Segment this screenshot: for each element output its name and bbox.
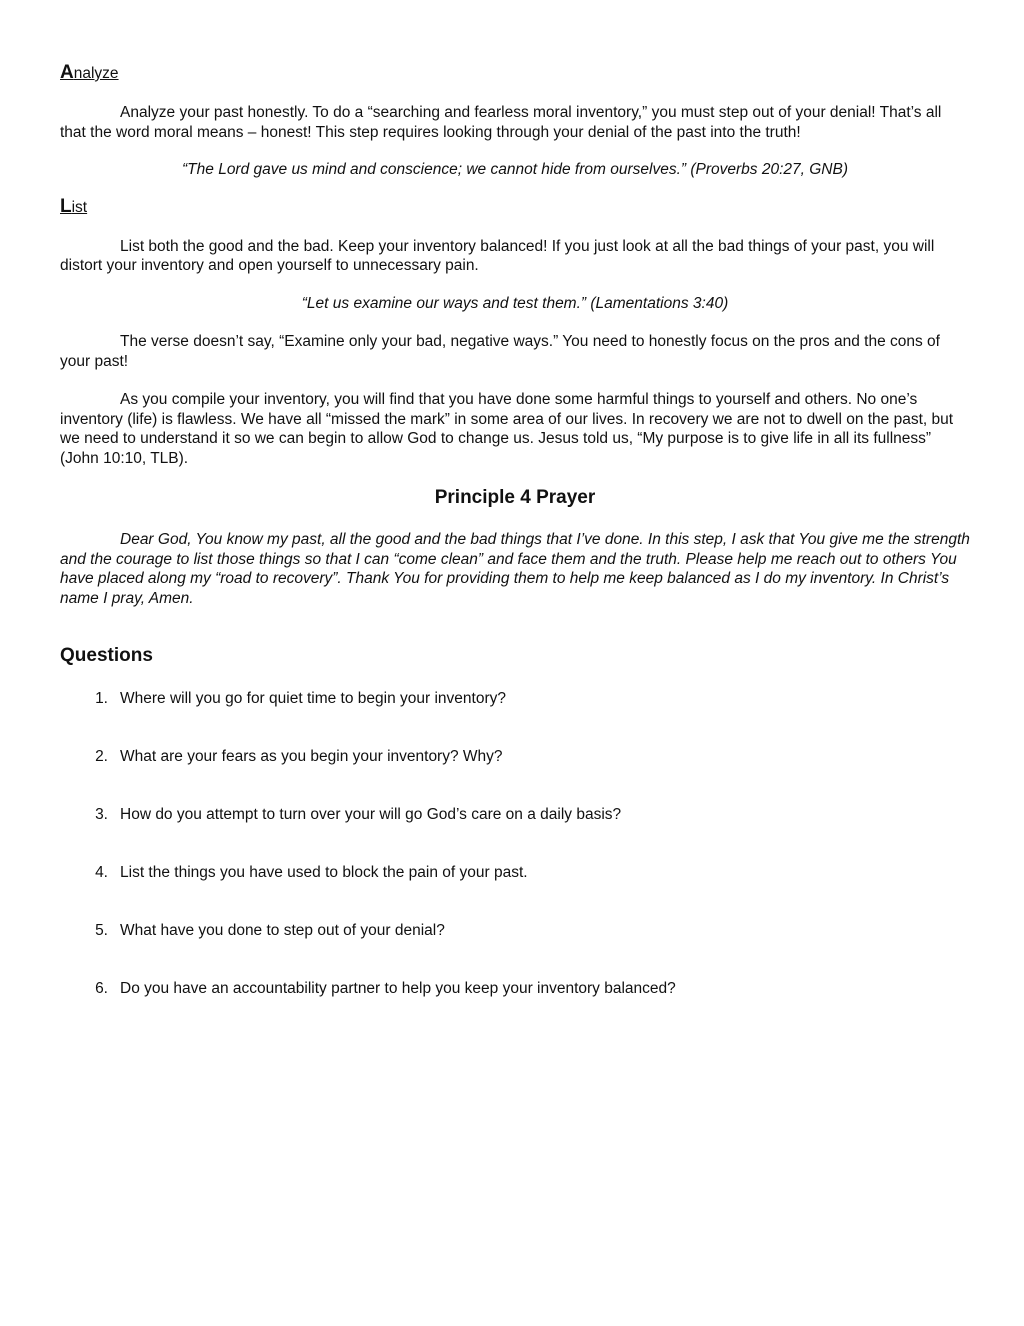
question-number: 2. [95, 748, 108, 765]
analyze-heading [60, 61, 970, 85]
list-item [60, 747, 970, 805]
list-heading-rest: ist [71, 198, 88, 216]
prayer-body: Dear God, You know my past, all the good and the bad things that I’ve done. In this step, I ask that You give me the strength and the courage to list those things so that I can “come clean” and face them and the truth. Please help me reach out to others You have placed along my “road to recovery”. Thank You for providing them to help me keep balanced as I do my inventory. In Christ’s name I pray, Amen. [60, 531, 970, 607]
questions-title: Questions [60, 645, 153, 666]
prayer-title: Principle 4 Prayer [434, 487, 596, 508]
question-text: Do you have an accountability partner to help you keep your inventory balanced? [120, 980, 676, 997]
question-number: 5. [95, 922, 108, 939]
question-number: 3. [95, 806, 108, 823]
analyze-heading-rest: nalyze [73, 65, 119, 82]
list-verse: “Let us examine our ways and test them.” (Lamentations 3:40) [301, 294, 729, 312]
question-number: 6. [95, 980, 108, 997]
list-item [60, 689, 970, 747]
list-heading-cap: L [60, 195, 72, 217]
questions-list [60, 689, 970, 1037]
analyze-paragraph: Analyze your past honestly. To do a “searching and fearless moral inventory,” you must step out of your denial! That’s all that the word moral means – honest! This step requires looking through your denial of the past into the truth! [60, 104, 942, 141]
question-number: 4. [95, 864, 108, 881]
list-paragraph-2: The verse doesn’t say, “Examine only your bad, negative ways.” You need to honestly focus on the pros and the cons of your past! [60, 333, 940, 370]
question-text: List the things you have used to block the pain of your past. [120, 864, 528, 881]
list-item [60, 921, 970, 979]
question-text: How do you attempt to turn over your will go God’s care on a daily basis? [120, 806, 622, 823]
question-text: What have you done to step out of your denial? [120, 922, 445, 939]
list-paragraph-3: As you compile your inventory, you will find that you have done some harmful things to yourself and others. No one’s inventory (life) is flawless. We have all “missed the mark” in some area of our lives. In recovery we are not to dwell on the past, but we need to understand it so we can begin to allow God to change us. Jesus told us, “My purpose is to give life in all its fullness” (John 10:10, TLB). [60, 391, 954, 467]
list-item [60, 863, 970, 921]
analyze-verse: “The Lord gave us mind and conscience; we cannot hide from ourselves.” (Proverbs 20:27, GNB) [182, 161, 848, 178]
list-paragraph-1: List both the good and the bad. Keep your inventory balanced! If you just look at all the bad things of your past, you will distort your inventory and open yourself to unnecessary pain. [60, 237, 935, 274]
document-page [60, 61, 970, 1037]
analyze-heading-cap: A [60, 62, 74, 83]
question-number: 1. [95, 690, 108, 707]
question-text: Where will you go for quiet time to begin your inventory? [120, 690, 506, 707]
list-item [60, 979, 970, 1037]
list-item [60, 805, 970, 863]
question-text: What are your fears as you begin your inventory? Why? [120, 748, 503, 765]
list-heading [60, 195, 970, 219]
